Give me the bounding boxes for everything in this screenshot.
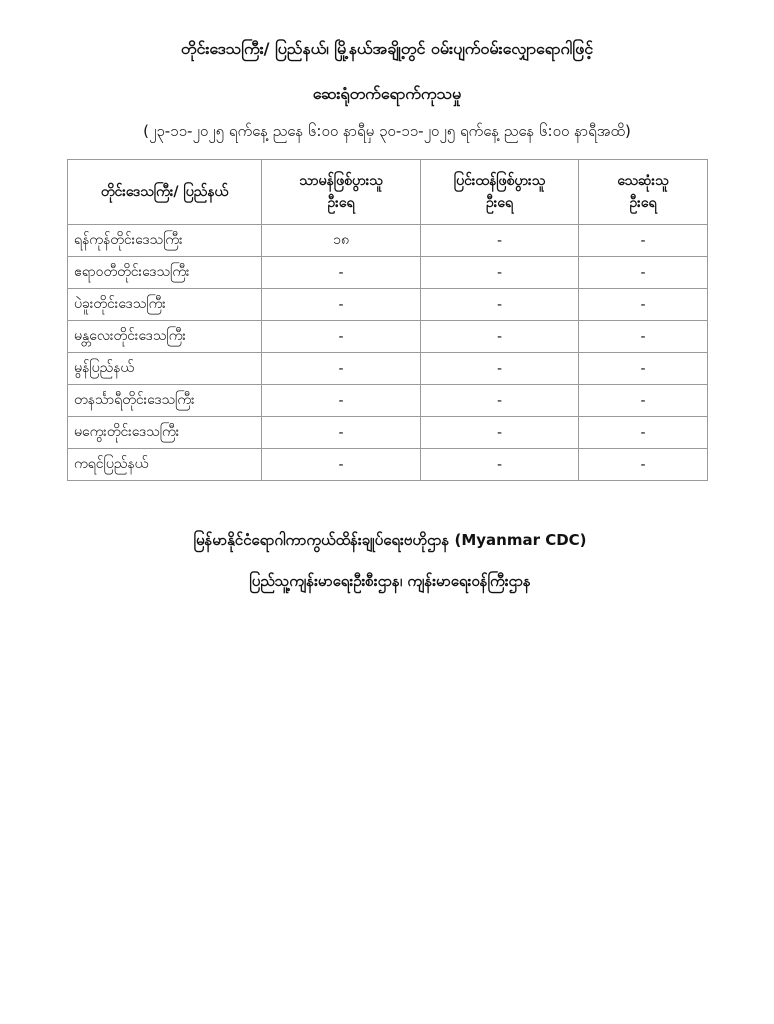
header-mild-sublabel: ဦးရေ <box>327 195 355 211</box>
table-row <box>68 257 708 289</box>
table-row <box>68 321 708 353</box>
mild-cases-cell: - <box>262 321 421 353</box>
deaths-cell: - <box>579 385 708 417</box>
table-row <box>68 353 708 385</box>
mild-cases-cell: ၁၈ <box>262 225 421 257</box>
header-deaths <box>579 160 708 225</box>
header-mild-label: သာမန်ဖြစ်ပွားသူ <box>299 173 383 189</box>
document-title-line2: ဆေးရုံတက်ရောက်ကုသမှု <box>312 84 462 103</box>
mild-cases-cell: - <box>262 385 421 417</box>
header-deaths-sublabel: ဦးရေ <box>629 195 657 211</box>
severe-cases-cell: - <box>421 353 579 385</box>
deaths-cell: - <box>579 321 708 353</box>
table-row <box>68 449 708 481</box>
region-cell: မန္တလေးတိုင်းဒေသကြီး <box>68 321 262 353</box>
deaths-cell: - <box>579 289 708 321</box>
severe-cases-cell: - <box>421 289 579 321</box>
mild-cases-cell: - <box>262 417 421 449</box>
severe-cases-cell: - <box>421 385 579 417</box>
severe-cases-cell: - <box>421 257 579 289</box>
region-cell: ကရင်ပြည်နယ် <box>68 449 262 481</box>
deaths-cell: - <box>579 353 708 385</box>
mild-cases-cell: - <box>262 353 421 385</box>
region-cell: ဧရာဝတီတိုင်းဒေသကြီး <box>68 257 262 289</box>
header-region <box>68 160 262 225</box>
header-severe-cases <box>421 160 579 225</box>
cases-table <box>67 159 708 481</box>
document-title-line1: တိုင်းဒေသကြီး/ ပြည်နယ်၊ မြို့နယ်အချို့တွင် ဝမ်းပျက်ဝမ်းလျှောရောဂါဖြင့် <box>180 39 594 58</box>
severe-cases-cell: - <box>421 417 579 449</box>
mild-cases-cell: - <box>262 257 421 289</box>
date-range: (၂၃-၁၁-၂၀၂၅ ရက်နေ့ ညနေ ၆:၀၀ နာရီမှ ၃၀-၁၁-၂၀၂၅ ရက်နေ့ ညနေ ၆:၀၀ နာရီအထိ) <box>143 122 631 140</box>
issuer-line2: ပြည်သူ့ကျန်းမာရေးဦးစီးဌာန၊ ကျန်းမာရေးဝန်ကြီးဌာန <box>249 572 531 590</box>
table-row <box>68 289 708 321</box>
region-cell: ပဲခူးတိုင်းဒေသကြီး <box>68 289 262 321</box>
header-deaths-label: သေဆုံးသူ <box>617 173 669 189</box>
mild-cases-cell: - <box>262 289 421 321</box>
header-severe-label: ပြင်းထန်ဖြစ်ပွားသူ <box>453 173 546 189</box>
severe-cases-cell: - <box>421 225 579 257</box>
issuer-line1: မြန်မာနိုင်ငံရောဂါကာကွယ်ထိန်းချုပ်ရေးဗဟိုဌာန (Myanmar CDC) <box>193 531 587 549</box>
header-mild-cases <box>262 160 421 225</box>
severe-cases-cell: - <box>421 321 579 353</box>
region-cell: မွန်ပြည်နယ် <box>68 353 262 385</box>
header-region-label: တိုင်းဒေသကြီး/ ပြည်နယ် <box>100 184 229 200</box>
header-severe-sublabel: ဦးရေ <box>486 195 513 211</box>
region-cell: ရန်ကုန်တိုင်းဒေသကြီး <box>68 225 262 257</box>
region-cell: မကွေးတိုင်းဒေသကြီး <box>68 417 262 449</box>
region-cell: တနင်္သာရီတိုင်းဒေသကြီး <box>68 385 262 417</box>
table-row <box>68 225 708 257</box>
deaths-cell: - <box>579 225 708 257</box>
mild-cases-cell: - <box>262 449 421 481</box>
deaths-cell: - <box>579 257 708 289</box>
table-row <box>68 417 708 449</box>
deaths-cell: - <box>579 417 708 449</box>
table-header-row <box>68 160 708 225</box>
table-row <box>68 385 708 417</box>
severe-cases-cell: - <box>421 449 579 481</box>
deaths-cell: - <box>579 449 708 481</box>
